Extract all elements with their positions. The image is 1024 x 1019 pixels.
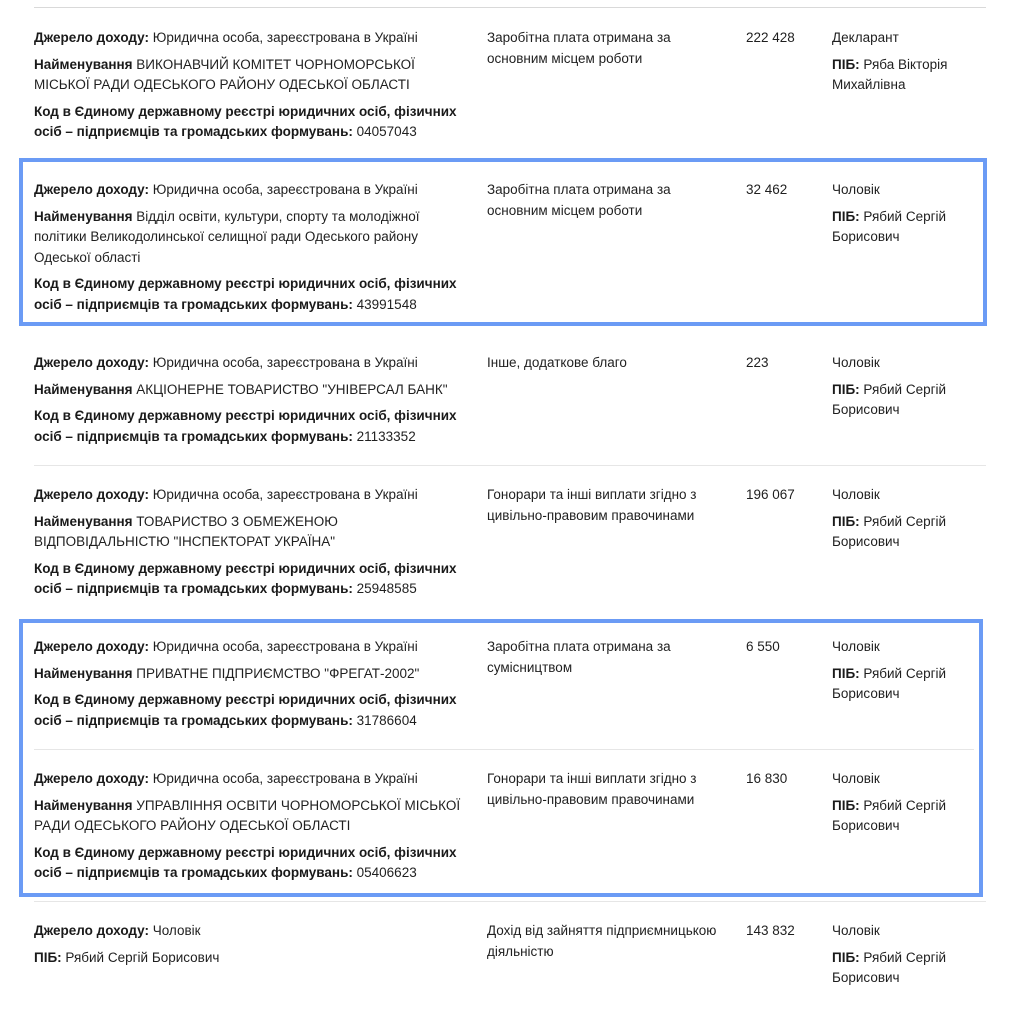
table-top-divider (34, 7, 986, 8)
name-label: Найменування (34, 513, 133, 529)
name-value: АКЦІОНЕРНЕ ТОВАРИСТВО "УНІВЕРСАЛ БАНК" (136, 381, 448, 397)
relation-value: Чоловік (832, 487, 880, 502)
pib-label: ПІБ: (832, 513, 860, 529)
code-label: Код в Єдиному державному реєстрі юридичних осіб, фізичних осіб – підприємців та громадських формувань: (34, 560, 457, 596)
source-label: Джерело доходу: (34, 30, 149, 45)
code-value: 05406623 (356, 865, 417, 880)
pib-label: ПІБ: (34, 949, 62, 965)
income-amount-cell: 16 830 (746, 771, 788, 786)
income-amount-cell: 222 428 (746, 30, 795, 45)
source-value: Юридична особа, зареєстрована в Україні (152, 639, 418, 654)
recipient-cell (832, 180, 1002, 248)
income-amount-cell: 223 (746, 355, 769, 370)
source-label: Джерело доходу: (34, 182, 149, 197)
pib-label: ПІБ: (832, 797, 860, 813)
income-type-cell: Гонорари та інші виплати згідно з цивільно-правовим правочинами (487, 487, 697, 523)
pib-value: Рябий Сергій Борисович (832, 381, 947, 417)
income-amount-cell: 196 067 (746, 487, 795, 502)
name-label: Найменування (34, 56, 133, 72)
pib-value: Ряба Вікторія Михайлівна (832, 56, 948, 92)
recipient-cell (832, 485, 1002, 553)
income-source-cell (34, 485, 474, 600)
income-type-cell: Гонорари та інші виплати згідно з цивільно-правовим правочинами (487, 771, 697, 807)
pib-value: Рябий Сергій Борисович (832, 208, 947, 244)
source-value: Юридична особа, зареєстрована в Україні (152, 771, 418, 786)
row-divider (34, 465, 986, 466)
income-type-cell: Інше, додаткове благо (487, 355, 627, 370)
pib-value: Рябий Сергій Борисович (832, 665, 947, 701)
income-type-cell: Дохід від зайняття підприємницькою діяльністю (487, 923, 717, 959)
code-value: 21133352 (356, 428, 416, 444)
code-label: Код в Єдиному державному реєстрі юридичних осіб, фізичних осіб – підприємців та громадських формувань: (34, 103, 457, 139)
name-value: ВИКОНАВЧИЙ КОМІТЕТ ЧОРНОМОРСЬКОЇ МІСЬКОЇ РАДИ ОДЕСЬКОГО РАЙОНУ ОДЕСЬКОЇ ОБЛАСТІ (34, 56, 415, 92)
pib-value: Рябий Сергій Борисович (832, 513, 947, 549)
code-value: 31786604 (356, 712, 417, 728)
relation-value: Чоловік (832, 355, 880, 370)
income-type-cell: Заробітна плата отримана за основним місцем роботи (487, 182, 671, 218)
income-amount-cell: 6 550 (746, 639, 780, 654)
source-value: Юридична особа, зареєстрована в Україні (152, 487, 418, 502)
pib-label: ПІБ: (832, 665, 860, 681)
source-value: Чоловік (152, 923, 201, 938)
relation-value: Чоловік (832, 923, 880, 938)
row-divider (34, 901, 986, 902)
pib-value: Рябий Сергій Борисович (65, 949, 220, 965)
source-label: Джерело доходу: (34, 487, 149, 502)
name-value: Відділ освіти, культури, спорту та молодіжної політики Великодолинської селищної ради Одеського району Одеської області (34, 208, 420, 265)
income-amount-cell: 32 462 (746, 182, 788, 197)
pib-value: Рябий Сергій Борисович (832, 949, 947, 985)
source-value: Юридична особа, зареєстрована в Україні (152, 182, 418, 197)
source-value: Юридична особа, зареєстрована в Україні (152, 355, 418, 370)
recipient-cell (832, 353, 1002, 421)
pib-label: ПІБ: (832, 56, 860, 72)
code-value: 43991548 (356, 296, 417, 312)
source-label: Джерело доходу: (34, 639, 149, 654)
source-label: Джерело доходу: (34, 355, 149, 370)
income-source-cell (34, 353, 474, 447)
pib-label: ПІБ: (832, 381, 860, 397)
source-value: Юридична особа, зареєстрована в Україні (152, 30, 418, 45)
recipient-cell (832, 921, 1002, 989)
relation-value: Чоловік (832, 639, 880, 654)
income-source-cell (34, 180, 474, 315)
code-label: Код в Єдиному державному реєстрі юридичних осіб, фізичних осіб – підприємців та громадських формувань: (34, 844, 457, 880)
recipient-cell (832, 637, 1002, 705)
name-label: Найменування (34, 797, 133, 813)
name-label: Найменування (34, 208, 133, 224)
income-type-cell: Заробітна плата отримана за сумісництвом (487, 639, 671, 675)
name-value: УПРАВЛІННЯ ОСВІТИ ЧОРНОМОРСЬКОЇ МІСЬКОЇ РАДИ ОДЕСЬКОГО РАЙОНУ ОДЕСЬКОЇ ОБЛАСТІ (34, 797, 461, 833)
recipient-cell (832, 28, 1002, 96)
pib-value: Рябий Сергій Борисович (832, 797, 947, 833)
row-divider (34, 749, 974, 750)
source-label: Джерело доходу: (34, 771, 149, 786)
code-label: Код в Єдиному державному реєстрі юридичних осіб, фізичних осіб – підприємців та громадських формувань: (34, 692, 457, 728)
code-label: Код в Єдиному державному реєстрі юридичних осіб, фізичних осіб – підприємців та громадських формувань: (34, 408, 457, 444)
income-source-cell (34, 769, 474, 884)
pib-label: ПІБ: (832, 949, 860, 965)
relation-value: Чоловік (832, 182, 880, 197)
name-value: ТОВАРИСТВО З ОБМЕЖЕНОЮ ВІДПОВІДАЛЬНІСТЮ "ІНСПЕКТОРАТ УКРАЇНА" (34, 513, 338, 549)
code-label: Код в Єдиному державному реєстрі юридичних осіб, фізичних осіб – підприємців та громадських формувань: (34, 276, 457, 312)
name-value: ПРИВАТНЕ ПІДПРИЄМСТВО "ФРЕГАТ-2002" (136, 665, 420, 681)
income-source-cell (34, 921, 474, 968)
income-amount-cell: 143 832 (746, 923, 795, 938)
income-type-cell: Заробітна плата отримана за основним місцем роботи (487, 30, 671, 66)
name-label: Найменування (34, 381, 133, 397)
relation-value: Декларант (832, 30, 899, 45)
code-value: 25948585 (356, 581, 417, 596)
income-source-cell (34, 637, 474, 731)
income-source-cell (34, 28, 474, 143)
code-value: 04057043 (356, 124, 417, 139)
name-label: Найменування (34, 665, 133, 681)
pib-label: ПІБ: (832, 208, 860, 224)
relation-value: Чоловік (832, 771, 880, 786)
source-label: Джерело доходу: (34, 923, 149, 938)
recipient-cell (832, 769, 1002, 837)
